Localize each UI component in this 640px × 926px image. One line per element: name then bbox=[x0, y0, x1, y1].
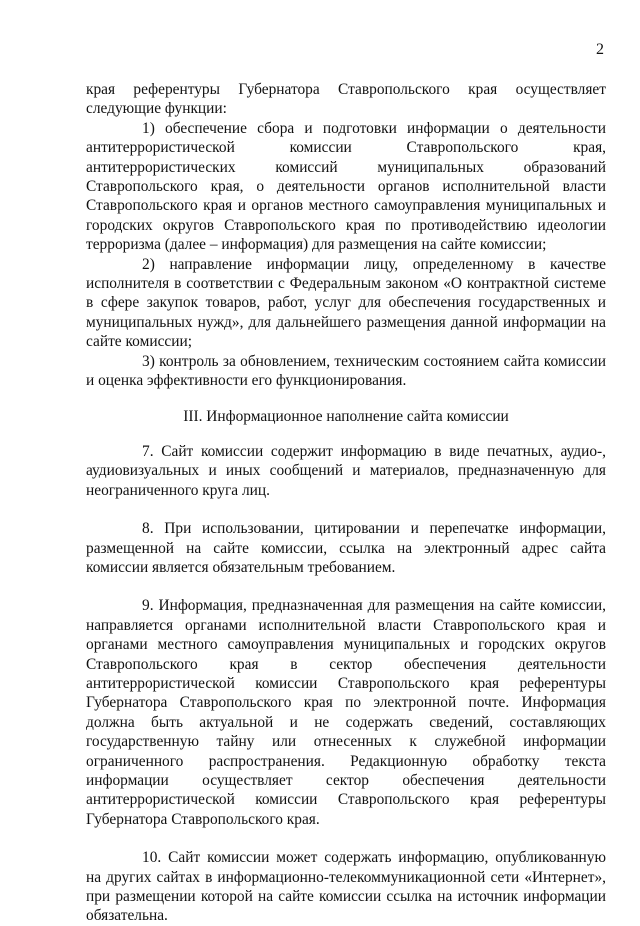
paragraph-functions-intro: края референтуры Губернатора Ставропольского края осуществляет следующие функции: bbox=[86, 81, 606, 118]
page-number: 2 bbox=[596, 41, 604, 58]
section-heading: III. Информационное наполнение сайта комиссии bbox=[183, 407, 509, 425]
paragraph-9: 9. Информация, предназначенная для размещения на сайте комиссии, направляется органами исполнительной власти Ставропольского края и органами местного самоуправления муниципальных и городских округов Ставропольского края в сектор обеспечения деятельности антитеррористической комиссии Ставропольского края референтуры Губернатора Ставропольского края по электронной почте. Информация должна быть актуальной и не содержать сведений, составляющих государственную тайну или отнесенных к служебной информации ограниченного распространения. Редакционную обработку текста информации осуществляет сектор обеспечения деятельности антитеррористической комиссии Ставропольского края референтуры Губернатора Ставропольского края. bbox=[86, 597, 606, 828]
paragraph-10: 10. Сайт комиссии может содержать информацию, опубликованную на других сайтах в информационно-телекоммуникационной сети «Интернет», при размещении которой на сайте комиссии ссылка на источник информации обязательна. bbox=[86, 849, 606, 925]
document-body bbox=[86, 80, 606, 926]
paragraph-7: 7. Сайт комиссии содержит информацию в виде печатных, аудио-, аудиовизуальных и иных сообщений и материалов, предназначенную для неограниченного круга лиц. bbox=[86, 442, 606, 499]
paragraph-function-1: 1) обеспечение сбора и подготовки информации о деятельности антитеррористической комиссии Ставропольского края, антитеррористических комиссий муниципальных образований Ставропольского края, о деятельности органов исполнительной власти Ставропольского края и органов местного самоуправления муниципальных и городских округов Ставропольского края по противодействию идеологии терроризма (далее – информация) для размещения на сайте комиссии; bbox=[86, 119, 606, 254]
paragraph-function-2: 2) направление информации лицу, определенному в качестве исполнителя в соответствии с Федеральным законом «О контрактной системе в сфере закупок товаров, работ, услуг для обеспечения государственных и муниципальных нужд», для дальнейшего размещения данной информации на сайте комиссии; bbox=[86, 255, 606, 351]
paragraph-function-3: 3) контроль за обновлением, техническим состоянием сайта комиссии и оценка эффективности его функционирования. bbox=[86, 352, 606, 390]
paragraph-8: 8. При использовании, цитировании и перепечатке информации, размещенной на сайте комиссии, ссылка на электронный адрес сайта комиссии является обязательным требованием. bbox=[86, 520, 606, 576]
